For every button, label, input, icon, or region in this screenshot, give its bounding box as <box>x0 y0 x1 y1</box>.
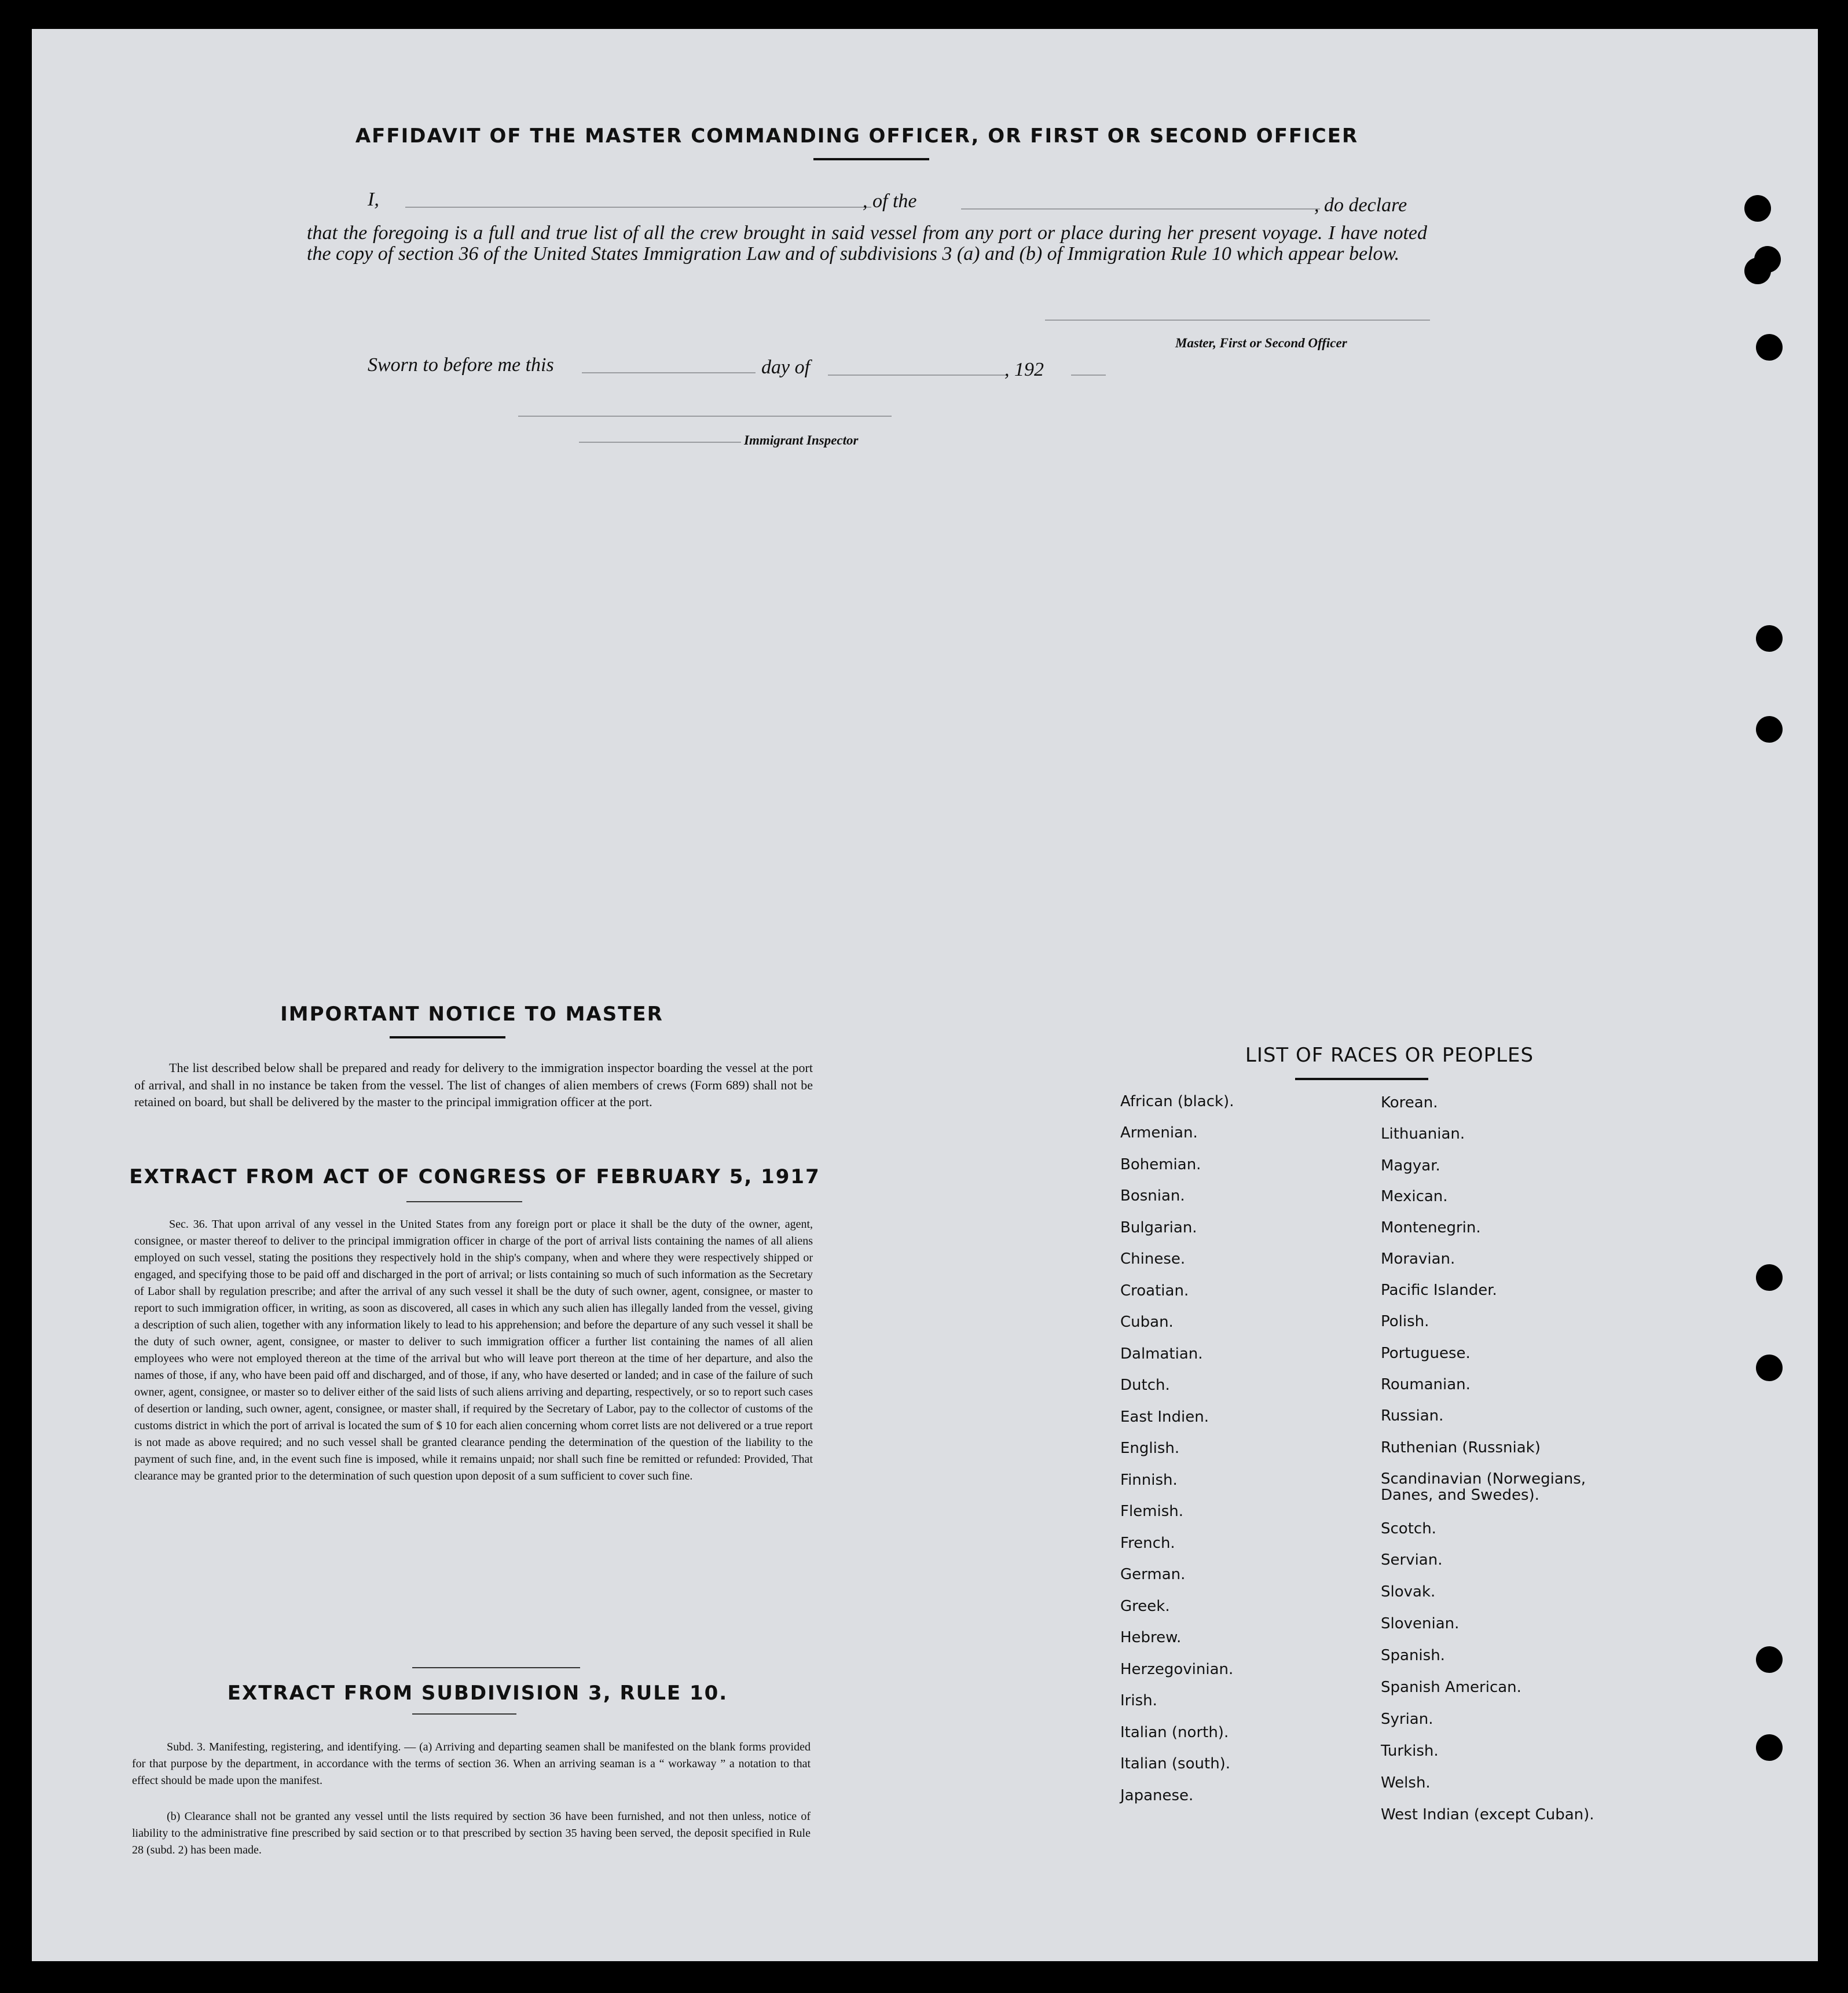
month-blank-line[interactable] <box>828 375 1007 376</box>
rule-text-b: (b) Clearance shall not be granted any vessel until the lists required by section 36 have been furnished, and not then unless, notice of liability to the administrative fine prescribed by said section or to that prescribed by section 35 having been served, the deposit specified in Rule 28 (subd. 2) has been made. <box>132 1810 811 1856</box>
race-item: Greek. <box>1120 1598 1170 1615</box>
affidavit-of-the: , of the <box>863 190 917 212</box>
affidavit-i: I, <box>368 189 379 210</box>
race-item: Welsh. <box>1381 1774 1431 1792</box>
day-blank-line[interactable] <box>582 372 756 373</box>
race-item: Russian. <box>1381 1407 1444 1425</box>
master-caption: Master, First or Second Officer <box>1175 336 1347 350</box>
punch-hole <box>1756 1734 1783 1761</box>
vessel-blank-line[interactable] <box>961 208 1320 210</box>
race-item: African (black). <box>1120 1093 1234 1110</box>
race-item: English. <box>1120 1440 1180 1457</box>
affidavit-body: that the foregoing is a full and true list of all the crew brought in said vessel from any port or place during her present voyage. I have noted the copy of section 36 of the United States Immigration Law and of subdivisions 3 (a) and (b) of Immigration Rule 10 which appear below. <box>307 222 1427 265</box>
race-item: French. <box>1120 1535 1175 1552</box>
title-underline <box>813 158 929 160</box>
race-item: Japanese. <box>1120 1787 1194 1804</box>
rule-title: EXTRACT FROM SUBDIVISION 3, RULE 10. <box>227 1682 728 1705</box>
race-item: Syrian. <box>1381 1711 1433 1728</box>
race-item: Spanish American. <box>1381 1679 1521 1696</box>
race-item: German. <box>1120 1566 1186 1583</box>
race-item: Bosnian. <box>1120 1187 1185 1205</box>
punch-hole <box>1744 195 1771 222</box>
race-item: Montenegrin. <box>1381 1219 1481 1236</box>
race-item: Herzegovinian. <box>1120 1661 1234 1678</box>
race-item: Servian. <box>1381 1551 1443 1569</box>
punch-hole <box>1756 1355 1783 1381</box>
races-underline <box>1295 1078 1428 1080</box>
race-item: Pacific Islander. <box>1381 1282 1497 1299</box>
sworn-label: Sworn to before me this <box>368 354 554 376</box>
race-item: Dutch. <box>1120 1377 1170 1394</box>
punch-hole <box>1744 258 1771 284</box>
master-signature-line[interactable] <box>1045 320 1430 321</box>
race-item: Bohemian. <box>1120 1156 1201 1173</box>
race-item: Lithuanian. <box>1381 1125 1465 1143</box>
form-sheet <box>32 29 1818 1961</box>
race-item: Slovenian. <box>1381 1615 1460 1632</box>
affidavit-do-declare: , do declare <box>1314 194 1407 216</box>
name-blank-line[interactable] <box>405 207 871 208</box>
race-item: Hebrew. <box>1120 1629 1182 1646</box>
punch-hole <box>1756 1646 1783 1673</box>
rule-text-a: Subd. 3. Manifesting, registering, and identifying. — (a) Arriving and departing seamen shall be manifested on the blank forms provided for that purpose by the department, in accordance with the terms of section 36. When an arriving seaman is a “ workaway ” a notation to that effect should be made upon the manifest. <box>132 1741 811 1787</box>
race-item: Turkish. <box>1381 1742 1439 1760</box>
year-label: , 192 <box>1004 359 1044 380</box>
act-end-rule <box>412 1667 580 1668</box>
punch-hole <box>1756 1264 1783 1291</box>
race-item: Korean. <box>1381 1094 1438 1111</box>
affidavit-title: AFFIDAVIT OF THE MASTER COMMANDING OFFICER, OR FIRST OR SECOND OFFICER <box>355 124 1359 148</box>
rule-underline <box>412 1713 516 1715</box>
year-blank-line[interactable] <box>1071 375 1106 376</box>
race-item: Armenian. <box>1120 1124 1198 1142</box>
punch-hole <box>1756 716 1783 743</box>
race-item: Ruthenian (Russniak) <box>1381 1439 1541 1456</box>
race-item: Roumanian. <box>1381 1376 1471 1393</box>
race-item: Cuban. <box>1120 1313 1174 1331</box>
race-item: Moravian. <box>1381 1250 1455 1268</box>
punch-hole <box>1756 625 1783 652</box>
races-title: LIST OF RACES OR PEOPLES <box>1245 1044 1534 1067</box>
race-item: Flemish. <box>1120 1503 1184 1520</box>
race-item: Bulgarian. <box>1120 1219 1197 1236</box>
day-of-label: day of <box>761 357 811 378</box>
race-item: West Indian (except Cuban). <box>1381 1806 1594 1823</box>
race-item: Italian (north). <box>1120 1724 1229 1741</box>
race-item: Dalmatian. <box>1120 1345 1203 1363</box>
notice-underline <box>390 1036 505 1038</box>
notice-text: The list described below shall be prepared and ready for delivery to the immigration inspector boarding the vessel at the port of arrival, and shall in no instance be taken from the vessel. The list of changes of alien members of crews (Form 689) shall not be retained on board, but shall be delivered by the master to the principal immigration officer at the port. <box>134 1060 813 1109</box>
inspector-caption: Immigrant Inspector <box>744 433 859 447</box>
race-item: Mexican. <box>1381 1188 1448 1205</box>
race-item: Scotch. <box>1381 1520 1436 1537</box>
act-title: EXTRACT FROM ACT OF CONGRESS OF FEBRUARY 5, 1917 <box>129 1165 820 1188</box>
punch-hole <box>1756 334 1783 361</box>
act-underline <box>406 1201 522 1202</box>
race-item: Croatian. <box>1120 1282 1189 1300</box>
race-item: Chinese. <box>1120 1250 1186 1268</box>
act-text: Sec. 36. That upon arrival of any vessel in the United States from any foreign port or place it shall be the duty of the owner, agent, consignee, or master thereof to deliver to the principal immigration officer in charge of the port of arrival lists containing the names of all aliens employed on such vessel, stating the positions they respectively hold in the ship's company, when and where they were respectively shipped or engaged, and specifying those to be paid off and discharged in the port of arrival; or lists containing so much of such information as the Secretary of Labor shall by regulation prescribe; and after the arrival of any such vessel it shall be the duty of such owner, agent, consignee, or master to report to such immigration officer, in writing, as soon as discovered, all cases in which any such alien has illegally landed from the vessel, giving a description of such alien, together with any information likely to lead to his apprehension; and before the departure of any such vessel it shall be the duty of such owner, agent, consignee, or master to deliver to such immigration officer a further list containing the names of all alien employees who were not employed thereon at the time of the arrival but who will leave port thereon at the time of her departure, and also the names of those, if any, who have been paid off and discharged, and of those, if any, who have deserted or landed; and in case of the failure of such owner, agent, consignee, or master so to deliver either of the said lists of such aliens arriving and departing, respectively, or so to report such cases of desertion or landing, such owner, agent, consignee, or master shall, if required by the Secretary of Labor, pay to the collector of customs of the customs district in which the port of arrival is located the sum of $ 10 for each alien concerning whom corret lists are not delivered or a true report is not made as above required; and no such vessel shall be granted clearance pending the determination of the question of the liability to the payment of such fine, and, in the event such fine is imposed, while it remains unpaid; nor shall such fine be remitted or refunded: Provided, That clearance may be granted prior to the determination of such question upon deposit of a sum sufficient to cover such fine. <box>134 1218 813 1482</box>
race-item: Polish. <box>1381 1313 1429 1330</box>
notice-title: IMPORTANT NOTICE TO MASTER <box>280 1003 663 1026</box>
race-item: Portuguese. <box>1381 1345 1471 1362</box>
race-item: Finnish. <box>1120 1471 1178 1489</box>
race-item: Slovak. <box>1381 1583 1436 1601</box>
inspector-caption-lead <box>579 442 741 443</box>
race-item: Irish. <box>1120 1692 1157 1709</box>
race-item: Magyar. <box>1381 1157 1440 1174</box>
inspector-signature-line[interactable] <box>518 416 892 417</box>
race-item: Spanish. <box>1381 1647 1445 1664</box>
race-item: Italian (south). <box>1120 1755 1231 1772</box>
race-item: East Indien. <box>1120 1408 1209 1426</box>
race-item: Scandinavian (Norwegians, Danes, and Swedes). <box>1381 1470 1586 1504</box>
